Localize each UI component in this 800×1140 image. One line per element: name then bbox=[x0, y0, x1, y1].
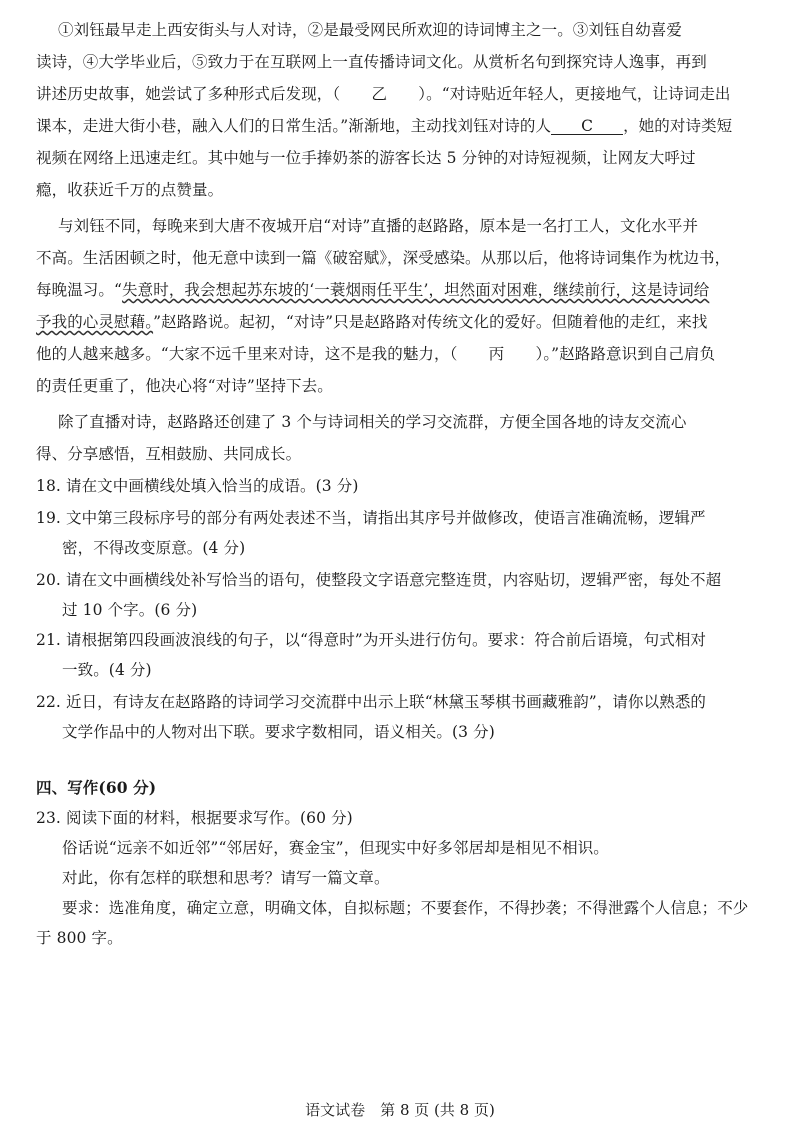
writing-section-heading: 四、写作(60 分) bbox=[36, 778, 157, 797]
wavy-sentence-part-2: 予我的心灵慰藉。 bbox=[36, 313, 154, 331]
para-zhao-line-6: 的责任更重了，他决心将“对诗”坚持下去。 bbox=[36, 377, 333, 395]
writing-material: 俗话说“远亲不如近邻”“邻居好，赛金宝”，但现实中好多邻居却是相见不相识。 bbox=[62, 839, 609, 857]
para-liuyu-line-6: 瘾，收获近千万的点赞量。 bbox=[36, 181, 224, 199]
para-zhao-line-4-text: ”赵路路说。起初，“对诗”只是赵路路对传统文化的爱好。但随着他的走红，来找 bbox=[153, 313, 708, 331]
wavy-sentence-part-1: 失意时，我会想起苏东坡的‘一蓑烟雨任平生’，坦然面对困难，继续前行，这是诗词给 bbox=[122, 281, 710, 299]
question-21-line-2: 一致。(4 分) bbox=[62, 661, 152, 679]
blank-c: C bbox=[551, 118, 623, 135]
question-21-line-1: 21. 请根据第四段画波浪线的句子，以“得意时”为开头进行仿句。要求：符合前后语境，句式相对 bbox=[36, 631, 707, 649]
question-19-line-2: 密，不得改变原意。(4 分) bbox=[62, 539, 246, 557]
para-zhao-line-3-text: 每晚温习。“ bbox=[36, 281, 123, 299]
writing-prompt: 对此，你有怎样的联想和思考？请写一篇文章。 bbox=[62, 869, 390, 887]
question-20-line-1: 20. 请在文中画横线处补写恰当的语句，使整段文字语意完整连贯，内容贴切，逻辑严密，每处不超 bbox=[36, 571, 722, 589]
writing-requirements-line-2: 于 800 字。 bbox=[36, 929, 123, 947]
para-liuyu-line-4 bbox=[36, 116, 732, 136]
para-group-line-1: 除了直播对诗，赵路路还创建了 3 个与诗词相关的学习交流群，方便全国各地的诗友交流心 bbox=[58, 413, 687, 431]
question-22-line-1: 22. 近日，有诗友在赵路路的诗词学习交流群中出示上联“林黛玉琴棋书画藏雅韵”，请你以熟悉的 bbox=[36, 693, 707, 711]
para-liuyu-line-2: 读诗，④大学毕业后，⑤致力于在互联网上一直传播诗词文化。从赏析名句到探究诗人逸事，再到 bbox=[36, 53, 707, 71]
question-19-line-1: 19. 文中第三段标序号的部分有两处表述不当，请指出其序号并做修改，使语言准确流畅，逻辑严 bbox=[36, 509, 706, 527]
para-zhao-line-4 bbox=[36, 312, 708, 332]
question-22-line-2: 文学作品中的人物对出下联。要求字数相同，语义相关。(3 分) bbox=[62, 723, 495, 741]
question-18: 18. 请在文中画横线处填入恰当的成语。(3 分) bbox=[36, 477, 359, 495]
para-zhao-line-3 bbox=[36, 280, 709, 300]
question-23: 23. 阅读下面的材料，根据要求写作。(60 分) bbox=[36, 809, 353, 827]
para-group-line-2: 得、分享感悟，互相鼓励、共同成长。 bbox=[36, 445, 302, 463]
para-zhao-line-1: 与刘钰不同，每晚来到大唐不夜城开启“对诗”直播的赵路路，原本是一名打工人，文化水平并 bbox=[58, 217, 699, 235]
para-liuyu-line-4-text: 课本，走进大街小巷，融入人们的日常生活。”渐渐地，主动找刘钰对诗的人 bbox=[36, 117, 552, 135]
page-footer: 语文试卷 第 8 页 (共 8 页) bbox=[305, 1101, 495, 1119]
para-liuyu-line-1: ①刘钰最早走上西安街头与人对诗，②是最受网民所欢迎的诗词博主之一。③刘钰自幼喜爱 bbox=[58, 21, 683, 39]
para-zhao-line-2: 不高。生活困顿之时，他无意中读到一篇《破窑赋》，深受感染。从那以后，他将诗词集作为枕边书， bbox=[36, 249, 731, 267]
para-liuyu-line-4-end: ，她的对诗类短 bbox=[623, 117, 733, 135]
para-liuyu-line-5: 视频在网络上迅速走红。其中她与一位手捧奶茶的游客长达 5 分钟的对诗短视频，让网友大呼过 bbox=[36, 149, 696, 167]
question-20-line-2: 过 10 个字。(6 分) bbox=[62, 601, 198, 619]
para-zhao-line-5: 他的人越来越多。“大家不远千里来对诗，这不是我的魅力，（ 丙 ）。”赵路路意识到自己肩负 bbox=[36, 345, 716, 363]
writing-requirements-line-1: 要求：选准角度，确定立意，明确文体，自拟标题；不要套作，不得抄袭；不得泄露个人信息；不少 bbox=[62, 899, 749, 917]
para-liuyu-line-3: 讲述历史故事，她尝试了多种形式后发现，（ 乙 ）。“对诗贴近年轻人，更接地气，让诗词走出 bbox=[36, 85, 731, 103]
